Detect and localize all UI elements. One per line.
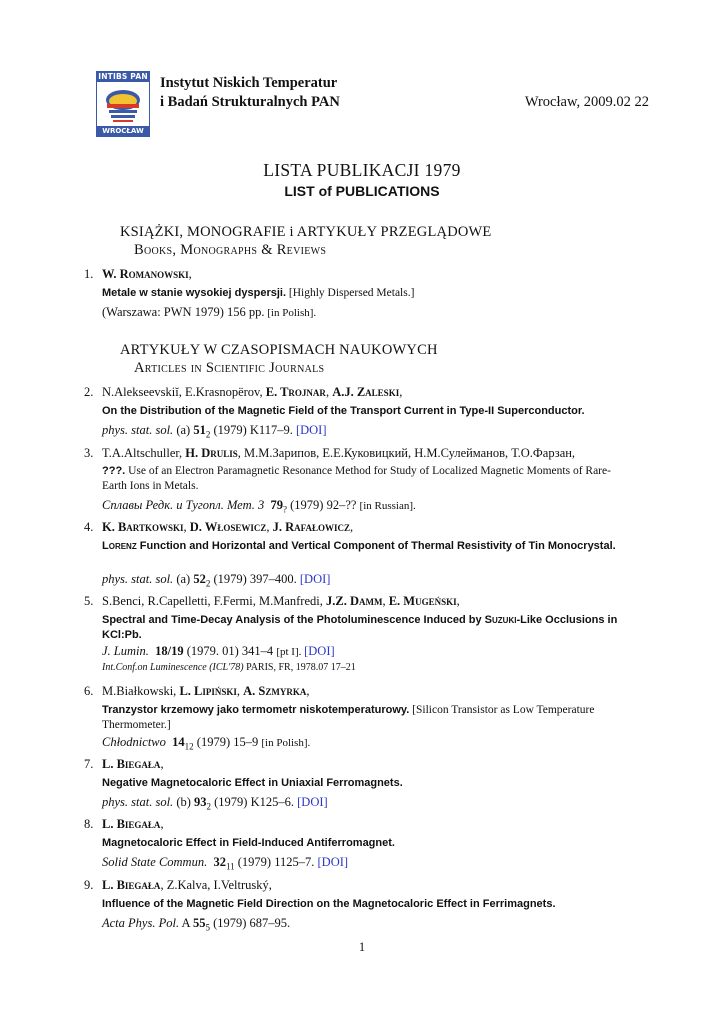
journal-name: phys. stat. sol. (102, 423, 174, 437)
entry-number: 5. (84, 594, 94, 608)
issue: 2 (205, 578, 211, 589)
author-bold: L. Biegała (102, 878, 161, 892)
logo-emblem-icon (103, 84, 143, 124)
journal-suffix: (b) (173, 795, 195, 809)
author-bold: W. Romanowski (102, 267, 189, 281)
journal-name: phys. stat. sol. (102, 572, 174, 586)
issue: 5 (205, 922, 210, 933)
author-plain: T.A.Altschuller, (102, 446, 186, 460)
entry-reference (102, 498, 416, 515)
volume: 14 (172, 735, 185, 749)
entry-reference (102, 916, 290, 933)
conference-name: Int.Conf.on Luminescence (ICL'78) (102, 662, 244, 673)
section-heading-books-pl: KSIĄŻKI, MONOGRAFIE i ARTYKUŁY PRZEGLĄDOWE (120, 224, 492, 240)
volume: 52 (193, 572, 206, 586)
author-sep: , (382, 594, 389, 608)
title-bold: Magnetocaloric Effect in Field-Induced Antiferromagnet. (102, 837, 395, 849)
ref-tail: (1979) 1125–7. (234, 855, 318, 869)
entry-authors (102, 446, 575, 461)
author-sep: , (325, 385, 333, 399)
ref-note: [in Polish]. (261, 737, 311, 749)
title-bold: Metale w stanie wysokiej dyspersji. (102, 287, 287, 299)
author-bold: L. Biegała (102, 757, 161, 771)
entry-number: 9. (84, 878, 94, 892)
issue: 11 (225, 861, 235, 872)
page-number: 1 (358, 940, 366, 954)
ref-text: (Warszawa: PWN 1979) 156 pp. (102, 305, 265, 319)
page-subtitle: LIST of PUBLICATIONS (284, 183, 440, 199)
logo-top-text: INTIBS PAN (98, 72, 148, 81)
entry-number: 1. (84, 267, 94, 281)
section-heading-articles-pl: ARTYKUŁY W CZASOPISMACH NAUKOWYCH (120, 342, 438, 358)
title-bold: Negative Magnetocaloric Effect in Uniaxial Ferromagnets. (102, 777, 403, 789)
volume: 32 (213, 855, 226, 869)
journal-suffix: A (179, 916, 193, 930)
author-sep: , (266, 520, 273, 534)
conference-details: PARIS, FR, 1978.07 17–21 (243, 662, 356, 673)
journal-name: Acta Phys. Pol. (102, 916, 180, 930)
ref-tail: (1979) 397–400. (210, 572, 300, 586)
author-rest: , (160, 817, 164, 831)
entry-number: 7. (84, 757, 94, 771)
author-rest: , Z.Kalva, I.Veltruský, (160, 878, 272, 892)
author-rest: , (306, 684, 310, 698)
entry-title (102, 464, 632, 494)
journal-name: J. Lumin. (102, 644, 149, 658)
entry-authors (102, 878, 272, 893)
title-translation: [Silicon Transistor as Low Temperature Thermometer.] (102, 704, 595, 731)
journal-name: Chłodnictwo (102, 735, 166, 749)
entry-authors (102, 267, 192, 282)
doi-link[interactable]: [DOI] (299, 572, 331, 586)
author-bold: J. Rafałowicz (272, 520, 350, 534)
entry-number: 6. (84, 684, 94, 698)
entry-number: 2. (84, 385, 94, 399)
ref-tail: (1979) 92–?? (287, 498, 360, 512)
entry-reference (102, 644, 335, 659)
entry-title (102, 703, 647, 733)
page-title: LISTA PUBLIKACJI 1979 (263, 160, 461, 180)
author-bold: E. Trojnar (265, 385, 326, 399)
author-bold: A.J. Zaleski (332, 385, 400, 399)
author-bold: K. Bartkowski (102, 520, 184, 534)
ref-tail: (1979) 15–9 (193, 735, 262, 749)
entry-reference (102, 795, 328, 812)
entry-authors (102, 594, 460, 609)
author-bold: D. Włosewicz (189, 520, 267, 534)
doi-link[interactable]: [DOI] (304, 644, 335, 658)
ref-note: [in Russian]. (359, 500, 416, 512)
entry-authors (102, 520, 353, 535)
entry-reference (102, 423, 327, 440)
entry-title (102, 613, 647, 643)
author-bold: H. Drulis (185, 446, 238, 460)
author-plain: S.Benci, R.Capelletti, F.Fermi, M.Manfredi, (102, 594, 326, 608)
title-bold: ???. (102, 465, 126, 477)
journal-suffix: (a) (173, 423, 194, 437)
entry-reference (102, 855, 348, 872)
issue: 12 (184, 741, 194, 752)
author-rest: , (399, 385, 403, 399)
journal-suffix: (a) (173, 572, 194, 586)
author-plain: N.Alekseevskiĭ, E.Krasnopërov, (102, 385, 266, 399)
author-plain: M.Białkowski, (102, 684, 180, 698)
issue: 2 (206, 801, 212, 812)
title-smallcaps: Suzuki (484, 614, 517, 626)
issue: 2 (205, 429, 211, 440)
journal-name: Сплавы Редк. и Тугопл. Мет. 3 (102, 498, 265, 512)
title-bold: Influence of the Magnetic Field Direction on the Magnetocaloric Effect in Ferrimagnets. (102, 898, 556, 910)
volume: 18/19 (155, 644, 184, 658)
institute-logo (96, 71, 150, 137)
volume: 93 (194, 795, 207, 809)
institute-name-line1: Instytut Niskich Temperatur (160, 75, 338, 91)
author-rest: , (160, 757, 164, 771)
author-bold: E. Mugeński (388, 594, 457, 608)
entry-reference (102, 305, 316, 320)
entry-title (102, 836, 647, 851)
ref-tail: (1979) K117–9. (210, 423, 296, 437)
author-rest: , (188, 267, 192, 281)
issue: ? (283, 504, 287, 515)
document-date: Wrocław, 2009.02 22 (524, 94, 649, 110)
author-sep: , (183, 520, 190, 534)
journal-name: Solid State Commun. (102, 855, 208, 869)
entry-number: 3. (84, 446, 94, 460)
author-bold: A. Szmyrka (243, 684, 307, 698)
volume: 79 (270, 498, 283, 512)
entry-reference (102, 572, 330, 589)
author-bold: L. Biegała (102, 817, 161, 831)
entry-title (102, 897, 647, 912)
doi-link[interactable]: [DOI] (297, 795, 328, 809)
author-bold: L. Lipiński (179, 684, 237, 698)
journal-name: phys. stat. sol. (102, 795, 174, 809)
entry-authors (102, 757, 164, 772)
title-bold: Spectral and Time-Decay Analysis of the Photoluminescence Induced by (102, 614, 485, 626)
entry-title (102, 539, 647, 554)
entry-title (102, 776, 647, 791)
entry-reference (102, 735, 310, 752)
author-rest: , М.М.Зарипов, Е.Е.Куковицкий, Н.М.Сулейманов, Т.О.Фарзан, (237, 446, 576, 460)
title-bold: On the Distribution of the Magnetic Field of the Transport Current in Type-II Superconductor. (102, 405, 585, 417)
author-sep: , (236, 684, 244, 698)
ref-tail: (1979) K125–6. (211, 795, 298, 809)
entry-authors (102, 385, 402, 400)
ref-note: [pt I]. (276, 646, 305, 658)
section-heading-articles-en: Articles in Scientific Journals (134, 360, 325, 376)
title-bold: Tranzystor krzemowy jako termometr niskotemperaturowy. (102, 704, 410, 716)
doi-link[interactable]: [DOI] (317, 855, 349, 869)
author-rest: , (456, 594, 460, 608)
volume: 51 (193, 423, 206, 437)
entry-authors (102, 684, 309, 699)
title-smallcaps: Lorenz (102, 540, 137, 552)
doi-link[interactable]: [DOI] (295, 423, 327, 437)
title-bold: -Like Occlusions in KCl:Pb. (102, 614, 618, 641)
volume: 55 (192, 916, 206, 930)
author-bold: J.Z. Damm (325, 594, 383, 608)
entry-title (102, 404, 647, 419)
title-bold: Function and Horizontal and Vertical Component of Thermal Resistivity of Tin Monocrystal. (136, 540, 616, 552)
section-heading-books-en: Books, Monographs & Reviews (134, 242, 327, 258)
ref-tail: (1979) 687–95. (209, 916, 291, 930)
entry-authors (102, 817, 164, 832)
ref-note: [in Polish]. (264, 307, 317, 319)
title-translation: Use of an Electron Paramagnetic Resonance Method for Study of Localized Magnetic Moments of Rare-Earth Ions in Metals. (102, 465, 611, 492)
entry-number: 4. (84, 520, 94, 534)
ref-tail: (1979. 01) 341–4 (183, 644, 277, 658)
entry-number: 8. (84, 817, 94, 831)
entry-title (102, 286, 647, 301)
institute-name-line2: i Badań Strukturalnych PAN (160, 94, 340, 110)
title-translation: [Highly Dispersed Metals.] (286, 287, 415, 299)
author-rest: , (349, 520, 354, 534)
logo-bottom-text: WROCŁAW (97, 126, 149, 136)
entry-conference (102, 662, 356, 673)
